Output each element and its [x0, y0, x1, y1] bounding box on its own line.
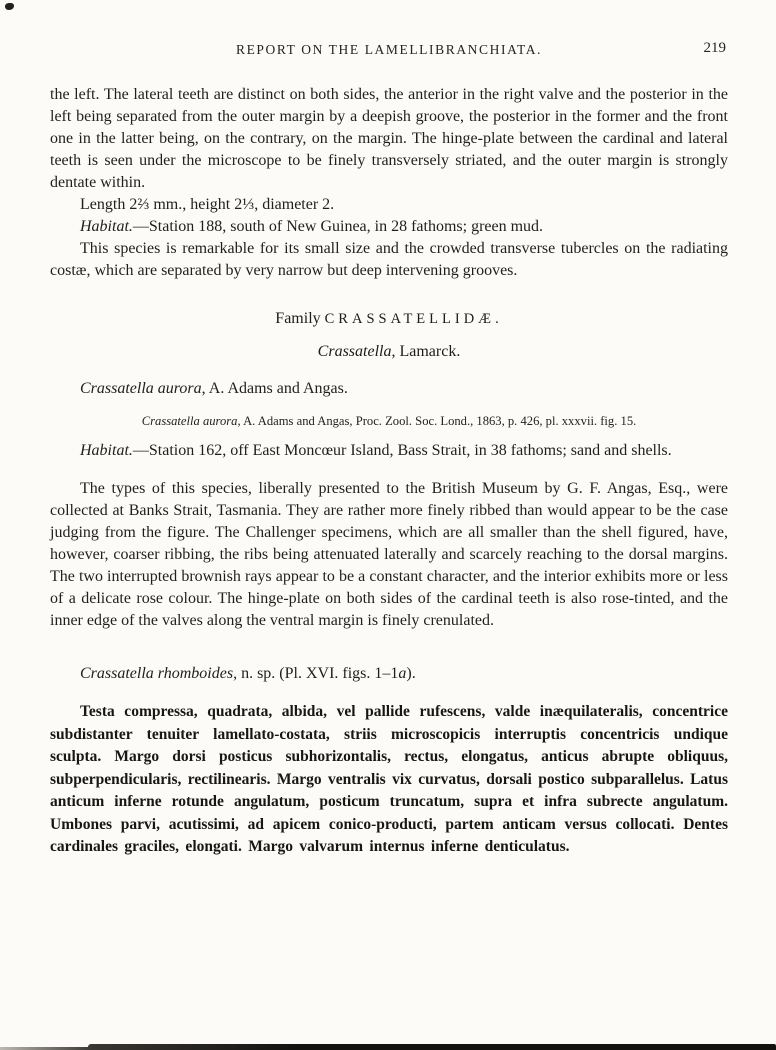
species-author-aurora: , A. Adams and Angas. [201, 380, 348, 397]
habitat-label-2: Habitat. [80, 442, 133, 459]
species-heading-text: , n. sp. (Pl. XVI. figs. 1–1 [233, 665, 399, 682]
species-heading-rhomboides [50, 663, 728, 685]
habitat-label: Habitat. [80, 218, 133, 235]
species-heading-close: ). [406, 665, 416, 682]
family-name: CRASSATELLIDÆ. [324, 311, 503, 327]
latin-diagnosis-paragraph: Testa compressa, quadrata, albida, vel pallide rufescens, valde inæquilateralis, concentrice subdistanter tenuiter lamellato-costata, striis microscopicis interruptis concentricis undique sculpta. Margo dorsi posticus subhorizontalis, rectus, elongatus, anticus abrupte obliquus, subperpendicularis, rectilinearis. Margo ventralis vix curvatus, dorsali postico subparallelus. Latus anticum inferne rotunde angulatum, posticum truncatum, supra et infra subrecte angulatum. Umbones parvi, acutissimi, ad apicem conico-producti, partem anticam versus collocati. Dentes cardinales graciles, elongati. Margo valvarum internus inferne denticulatus. [50, 703, 728, 855]
habitat-text-2: —Station 162, off East Moncœur Island, Bass Strait, in 38 fathoms; sand and shells. [132, 442, 672, 459]
figure-letter: a [398, 665, 407, 682]
genus-name: Crassatella [317, 343, 392, 360]
paragraph-continuation: the left. The lateral teeth are distinct on both sides, the anterior in the right valve and the posterior in the left being separated from the outer margin by a deepish groove, the posterior in the former and the front one in the latter being, on the contrary, on the margin. The hinge-plate between the cardinal and lateral teeth is seen under the microscope to be finely transversely striated, and the outer margin is strongly dentate within. [50, 86, 728, 191]
habitat-text: —Station 188, south of New Guinea, in 28 fathoms; green mud. [132, 218, 544, 235]
running-head [50, 42, 728, 58]
description-paragraph: The types of this species, liberally presented to the British Museum by G. F. Angas, Esq., were collected at Banks Strait, Tasmania. They are rather more finely ribbed than would appear to be the case judging from the figure. The Challenger specimens, which are all smaller than the shell figured, have, however, coarser ribbing, the ribs being attenuated laterally and scarcely reaching to the dorsal margins. The two interrupted brownish rays appear to be a constant character, and the interior exhibits more or less of a delicate rose colour. The hinge-plate on both sides of the cardinal teeth is also rose-tinted, and the inner edge of the valves along the ventral margin is finely crenulated. [50, 480, 728, 629]
family-prefix: Family [275, 310, 325, 327]
measurements-line: Length 2⅔ mm., height 2⅓, diameter 2. [80, 196, 335, 213]
page-number: 219 [703, 40, 726, 56]
habitat-line-station-188 [50, 216, 728, 238]
genus-heading [50, 341, 728, 363]
family-heading [50, 308, 728, 330]
species-name-rhomboides: Crassatella rhomboides [80, 665, 234, 682]
scan-artifact-bottom-edge [88, 1044, 776, 1050]
body-text [50, 84, 728, 859]
scan-artifact-speck [5, 3, 14, 10]
species-heading-aurora [50, 378, 728, 400]
habitat-line-station-162 [50, 440, 728, 462]
remarks-paragraph: This species is remarkable for its small size and the crowded transverse tubercles on the radiating costæ, which are separated by very narrow but deep intervening grooves. [50, 240, 728, 279]
species-name-aurora: Crassatella aurora [80, 380, 202, 397]
running-title: REPORT ON THE LAMELLIBRANCHIATA. [235, 42, 543, 57]
genus-author: , Lamarck. [391, 343, 461, 360]
citation-species-name: Crassatella aurora [141, 414, 238, 428]
synonymy-citation [50, 413, 728, 429]
citation-reference: , A. Adams and Angas, Proc. Zool. Soc. Lond., 1863, p. 426, pl. xxxvii. fig. 15. [237, 414, 637, 428]
